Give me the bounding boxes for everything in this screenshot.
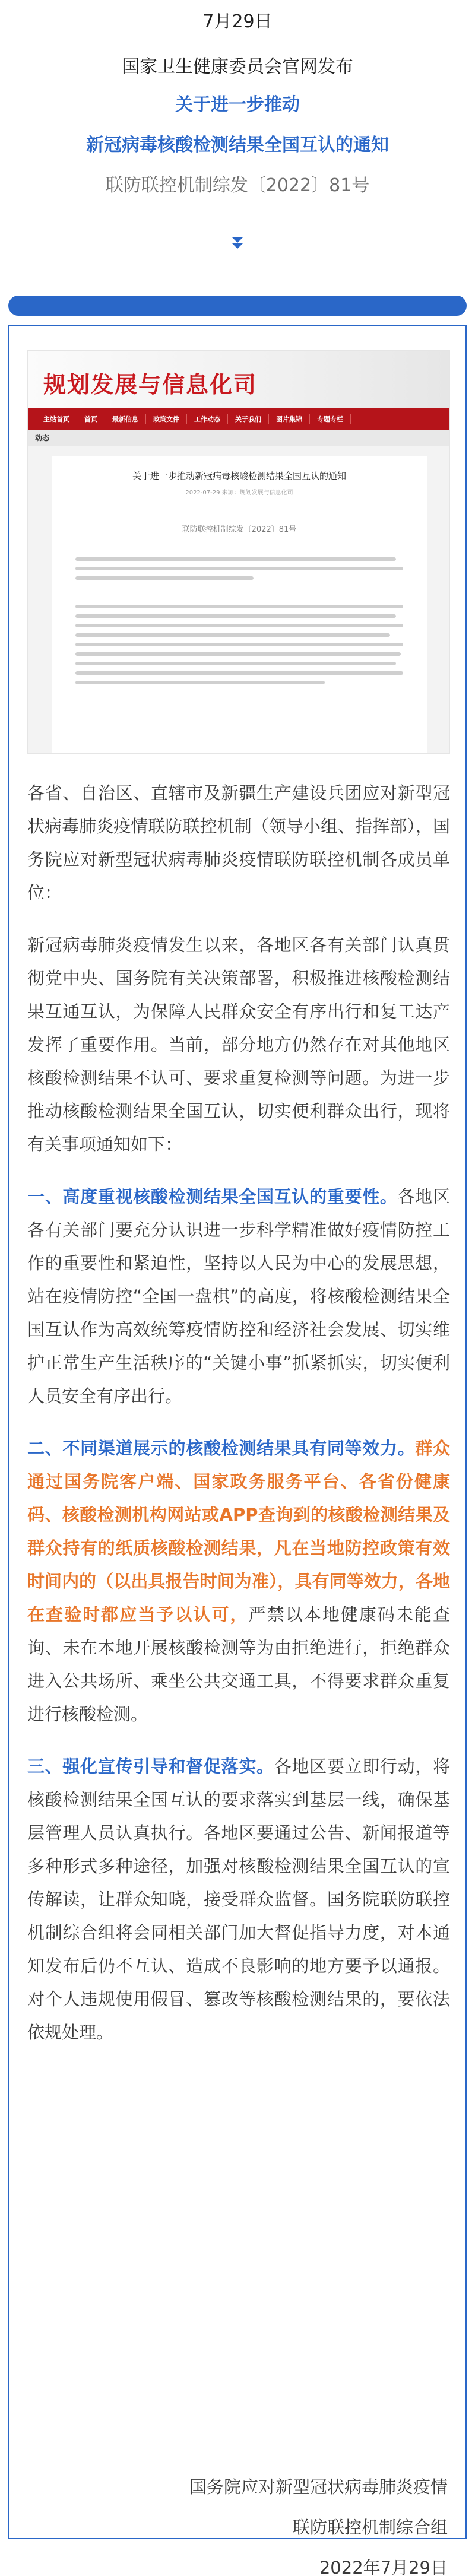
section-3-text: 各地区要立即行动，将核酸检测结果全国互认的要求落实到基层一线，确保基层管理人员认真执行。各地区要通过公告、新闻报道等多种形式多种途径，加强对核酸检测结果全国互认的宣传解读，让群众知晓，接受群众监督。国务院联防联控机制综合组将会同相关部门加大督促指导力度，对本通知发布后仍不互认、造成不良影响的地方要予以通报。对个人违规使用假冒、篡改等核酸检测结果的，要依法依规处理。 bbox=[27, 1756, 450, 2042]
content-box bbox=[8, 325, 467, 2576]
blurred-text-line bbox=[75, 605, 403, 608]
section-2-bold: 凡在当地防控政策有效时间内的（以出具报告时间为准），具有同等效力， bbox=[27, 1538, 450, 1591]
section-2 bbox=[27, 1432, 450, 1731]
blurred-text-line bbox=[75, 671, 403, 675]
blurred-text-line bbox=[75, 557, 396, 561]
blurred-text-line bbox=[75, 576, 254, 580]
site-nav-item: 最新信息 bbox=[105, 414, 146, 424]
blurred-text-line bbox=[75, 614, 396, 618]
site-nav-item: 工作动态 bbox=[187, 414, 228, 424]
section-2-text: 严禁以本地健康码未能查询、未在本地开展核酸检测等为由拒绝进行，拒绝群众进入公共场所、乘坐公共交通工具，不得要求群众重复进行核酸检测。 bbox=[27, 1604, 450, 1724]
section-2-highlight-1: 群众通过国务院客户端、国家政务服务平台、各省份健康码、核酸检测机构网站或APP查询到的核酸检测结果及群众持有的纸质核酸检测结果， bbox=[27, 1438, 450, 1558]
site-nav-item: 图片集锦 bbox=[269, 414, 310, 424]
article-preview-title: 关于进一步推动新冠病毒核酸检测结果全国互认的通知 bbox=[132, 471, 346, 481]
section-2-highlight-2: 各地在查验时都应当予以认可， bbox=[27, 1571, 450, 1625]
site-nav bbox=[28, 408, 450, 430]
publisher: 国家卫生健康委员会官网发布 bbox=[122, 56, 353, 77]
breadcrumb: 动态 bbox=[35, 434, 50, 442]
blurred-text-line bbox=[75, 681, 325, 684]
blurred-text-line bbox=[75, 662, 396, 665]
greeting-paragraph: 各省、自治区、直辖市及新疆生产建设兵团应对新型冠状病毒肺炎疫情联防联控机制（领导小组、指挥部），国务院应对新型冠状病毒肺炎疫情联防联控机制各成员单位： bbox=[27, 783, 450, 903]
article-header bbox=[0, 0, 475, 254]
site-banner bbox=[28, 351, 450, 408]
blurred-text-line bbox=[75, 643, 403, 646]
article-preview bbox=[52, 456, 427, 754]
blurred-text-line bbox=[75, 652, 401, 656]
site-nav-item: 首页 bbox=[77, 414, 105, 424]
publish-date: 7月29日 bbox=[202, 11, 273, 32]
signature-org-line-2: 联防联控机制综合组 bbox=[292, 2517, 448, 2537]
blurred-text-line bbox=[75, 624, 403, 627]
section-3-heading: 三、强化宣传引导和督促落实。 bbox=[27, 1756, 274, 1776]
title-line-1: 关于进一步推动 bbox=[175, 94, 300, 115]
site-nav-item: 政策文件 bbox=[146, 414, 187, 424]
site-title: 规划发展与信息化司 bbox=[43, 372, 258, 398]
section-2-heading: 二、不同渠道展示的核酸检测结果具有同等效力。 bbox=[27, 1438, 416, 1458]
article-preview-docno: 联防联控机制综发〔2022〕81号 bbox=[182, 525, 297, 534]
title-line-2: 新冠病毒核酸检测结果全国互认的通知 bbox=[86, 135, 389, 156]
double-chevron-down-icon bbox=[229, 236, 246, 254]
article-body bbox=[27, 776, 450, 2049]
site-nav-item: 关于我们 bbox=[228, 414, 269, 424]
signature-date: 2022年7月29日 bbox=[319, 2558, 448, 2576]
site-nav-item: 专题专栏 bbox=[310, 414, 351, 424]
blurred-text-line bbox=[75, 567, 403, 570]
section-1 bbox=[27, 1180, 450, 1413]
article-preview-meta: 2022-07-29 来源：规划发展与信息化司 bbox=[185, 490, 293, 496]
breadcrumb-bar bbox=[28, 430, 450, 446]
signature-org-line-1: 国务院应对新型冠状病毒肺炎疫情 bbox=[189, 2477, 448, 2497]
website-screenshot bbox=[27, 350, 450, 754]
signature-block bbox=[189, 2469, 448, 2576]
divider-bar bbox=[8, 296, 467, 316]
section-3 bbox=[27, 1750, 450, 2049]
document-number: 联防联控机制综发〔2022〕81号 bbox=[105, 175, 370, 196]
site-nav-item: 主站首页 bbox=[36, 414, 77, 424]
intro-paragraph: 新冠病毒肺炎疫情发生以来，各地区各有关部门认真贯彻党中央、国务院有关决策部署，积极推进核酸检测结果互通互认，为保障人民群众安全有序出行和复工达产发挥了重要作用。当前，部分地方仍然存在对其他地区核酸检测结果不认可、要求重复检测等问题。为进一步推动核酸检测结果全国互认，切实便利群众出行，现将有关事项通知如下： bbox=[27, 935, 450, 1154]
section-1-heading: 一、高度重视核酸检测结果全国互认的重要性。 bbox=[27, 1187, 398, 1207]
blurred-text-line bbox=[75, 633, 390, 637]
section-1-text: 各地区各有关部门要充分认识进一步科学精准做好疫情防控工作的重要性和紧迫性，坚持以人民为中心的发展思想，站在疫情防控“全国一盘棋”的高度，将核酸检测结果全国互认作为高效统筹疫情防控和经济社会发展、切实维护正常生产生活秩序的“关键小事”抓紧抓实，切实便利人员安全有序出行。 bbox=[27, 1187, 450, 1406]
